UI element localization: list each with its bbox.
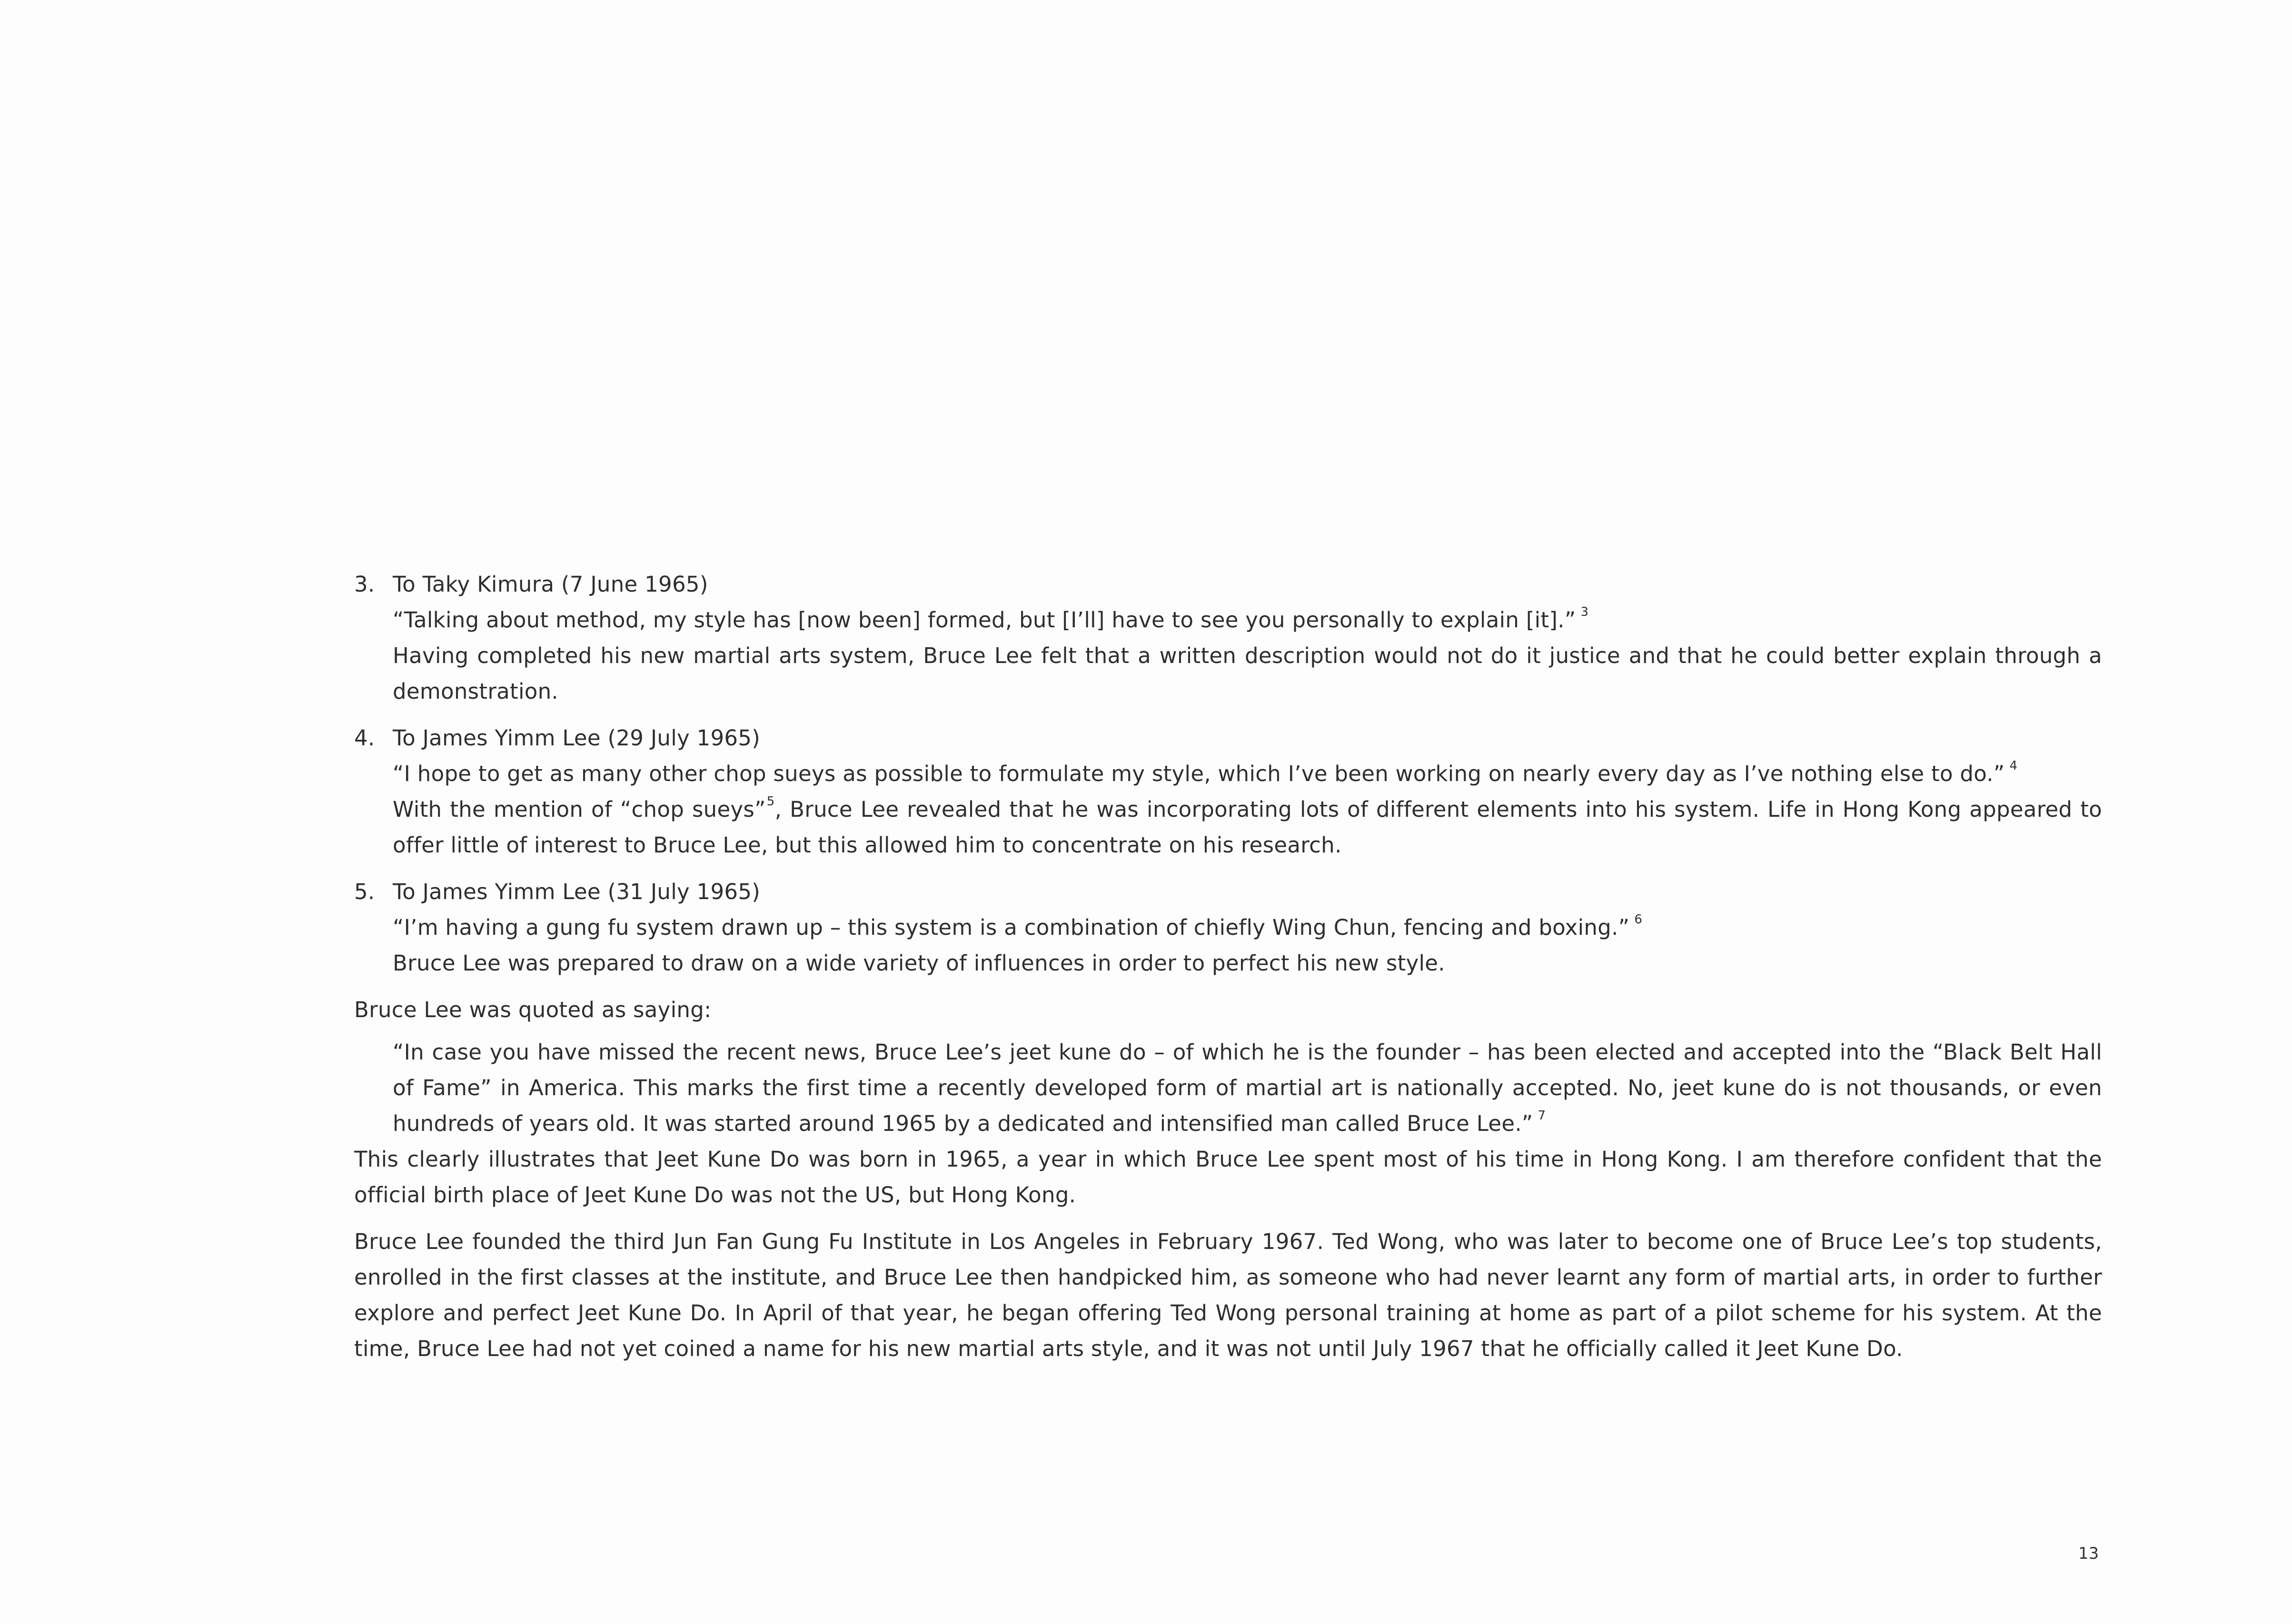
footnote-marker: 5 [766,794,775,809]
body-paragraph: Bruce Lee founded the third Jun Fan Gung Fu Institute in Los Angeles in February 1967. Ted Wong, who was later to become one of Bruce Lee’s top students, enrolled in the first classes at the institute, and Bruce Lee then handpicked him, as someone who had never learnt any form of martial arts, in order to further explore and perfect Jeet Kune Do. In April of that year, he began offering Ted Wong personal training at home as part of a pilot scheme for his system. At the time, Bruce Lee had not yet coined a name for his new martial arts style, and it was not until July 1967 that he officially called it Jeet Kune Do. [354,1229,2102,1361]
page-number: 13 [2078,1544,2099,1563]
letter-commentary [393,792,2102,863]
letter-quote-text: “I’m having a gung fu system drawn up – this system is a combination of chiefly Wing Chun, fencing and boxing.” [393,915,1630,940]
block-quote-text: “In case you have missed the recent news, Bruce Lee’s jeet kune do – of which he is the founder – has been elected and accepted into the “Black Belt Hall of Fame” in America. This marks the first time a recently developed form of martial art is nationally accepted. No, jeet kune do is not thousands, or even hundreds of years old. It was started around 1965 by a dedicated and intensified man called Bruce Lee.” [393,1040,2102,1136]
body-paragraph: This clearly illustrates that Jeet Kune Do was born in 1965, a year in which Bruce Lee spent most of his time in Hong Kong. I am therefore confident that the official birth place of Jeet Kune Do was not the US, but Hong Kong. [354,1147,2102,1208]
letter-quote [393,756,2102,792]
letter-heading: To James Yimm Lee (29 July 1965) [393,725,761,751]
letter-heading: To James Yimm Lee (31 July 1965) [393,879,761,904]
letter-commentary: Having completed his new martial arts system, Bruce Lee felt that a written description would not do it justice and that he could better explain through a demonstration. [393,643,2102,704]
list-number: 3. [354,572,375,597]
footnote-marker: 3 [1580,605,1589,619]
letter-item [354,566,2102,709]
page-body [354,566,2102,1377]
quote-intro: Bruce Lee was quoted as saying: [354,997,712,1022]
commentary-text-end: , Bruce Lee revealed that he was incorporating lots of different elements into his system. Life in Hong Kong appeared to offer little of interest to Bruce Lee, but this allowed him to concentrate on his research. [393,797,2103,858]
letter-quote-text: “I hope to get as many other chop sueys as possible to formulate my style, which I’ve been working on nearly every day as I’ve nothing else to do.” [393,761,2005,786]
letter-quote [393,602,2102,638]
letter-item [354,720,2102,863]
letter-item [354,874,2102,981]
list-number: 5. [354,879,375,904]
footnote-marker: 7 [1538,1109,1546,1123]
letter-commentary: Bruce Lee was prepared to draw on a wide variety of influences in order to perfect his new style. [393,951,1445,976]
list-number: 4. [354,725,375,751]
letter-quote [393,910,2102,945]
footnote-marker: 6 [1634,912,1643,927]
commentary-text-start: With the mention of “chop sueys” [393,797,766,822]
block-quote [354,1034,2102,1141]
letter-heading: To Taky Kimura (7 June 1965) [393,572,708,597]
letter-quote-text: “Talking about method, my style has [now been] formed, but [I’ll] have to see you personally to explain [it].” [393,607,1576,633]
footnote-marker: 4 [2009,759,2018,773]
